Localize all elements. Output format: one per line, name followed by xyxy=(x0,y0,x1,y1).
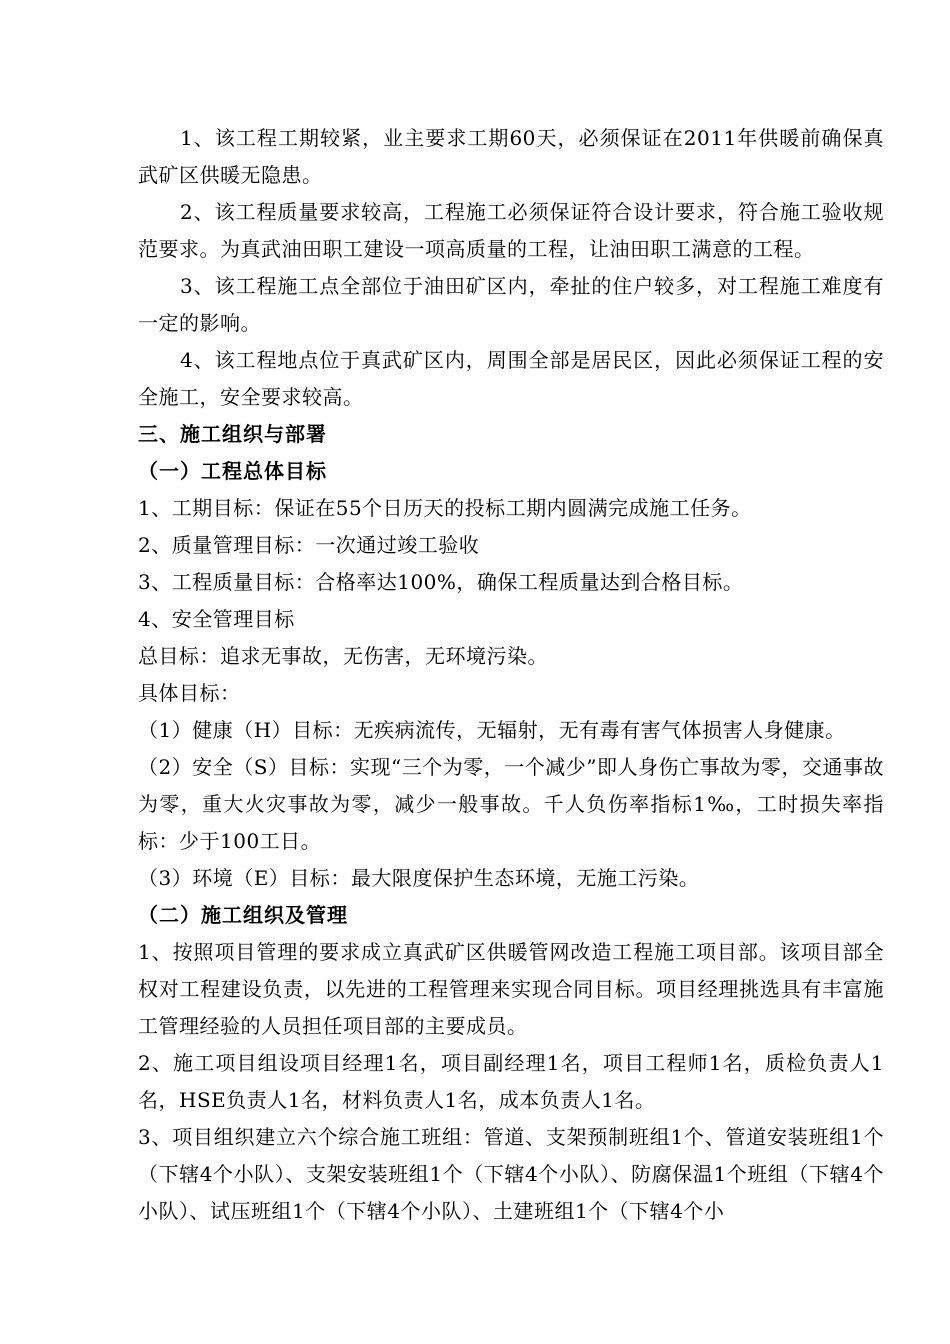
document-page xyxy=(138,120,884,1230)
goal-item: 具体目标： xyxy=(138,681,241,705)
organization-item: 1、按照项目管理的要求成立真武矿区供暖管网改造工程施工项目部。该项目部全权对工程建设负责，以先进的工程管理来实现合同目标。项目经理挑选具有丰富施工管理经验的人员担任项目部的主要成员。 xyxy=(138,940,884,1038)
section-heading: 三、施工组织与部署 xyxy=(138,422,327,446)
intro-paragraph-1: 1、该工程工期较紧，业主要求工期60天，必须保证在2011年供暖前确保真武矿区供暖无隐患。 xyxy=(138,126,884,187)
organization-item: 2、施工项目组设项目经理1名，项目副经理1名，项目工程师1名，质检负责人1名，HSE负责人1名，材料负责人1名，成本负责人1名。 xyxy=(138,1051,884,1112)
goal-item: 1、工期目标：保证在55个日历天的投标工期内圆满完成施工任务。 xyxy=(138,496,752,520)
intro-paragraph-2: 2、该工程质量要求较高，工程施工必须保证符合设计要求，符合施工验收规范要求。为真武油田职工建设一项高质量的工程，让油田职工满意的工程。 xyxy=(138,200,884,261)
goal-item: （3）环境（E）目标：最大限度保护生态环境，无施工污染。 xyxy=(138,866,700,890)
goal-item: （2）安全（S）目标：实现“三个为零，一个减少”即人身伤亡事故为零，交通事故为零，重大火灾事故为零，减少一般事故。千人负伤率指标1‰，工时损失率指标：少于100工日。 xyxy=(138,755,884,853)
subsection-heading-organization: （二）施工组织及管理 xyxy=(138,903,348,927)
goal-item: 4、安全管理目标 xyxy=(138,607,295,631)
goal-item: 3、工程质量目标：合格率达100%，确保工程质量达到合格目标。 xyxy=(138,570,744,594)
goal-item: 总目标：追求无事故，无伤害，无环境污染。 xyxy=(138,644,548,668)
intro-paragraph-4: 4、该工程地点位于真武矿区内，周围全部是居民区，因此必须保证工程的安全施工，安全要求较高。 xyxy=(138,348,884,409)
goal-item: 2、质量管理目标：一次通过竣工验收 xyxy=(138,533,480,557)
organization-item: 3、项目组织建立六个综合施工班组：管道、支架预制班组1个、管道安装班组1个（下辖4个小队）、支架安装班组1个（下辖4个小队）、防腐保温1个班组（下辖4个小队）、试压班组1个（下辖4个小队）、土建班组1个（下辖4个小 xyxy=(138,1125,884,1223)
goal-item: （1）健康（H）目标：无疾病流传，无辐射，无有毒有害气体损害人身健康。 xyxy=(138,718,846,742)
intro-paragraph-3: 3、该工程施工点全部位于油田矿区内，牵扯的住户较多，对工程施工难度有一定的影响。 xyxy=(138,274,884,335)
subsection-heading-goals: （一）工程总体目标 xyxy=(138,459,327,483)
